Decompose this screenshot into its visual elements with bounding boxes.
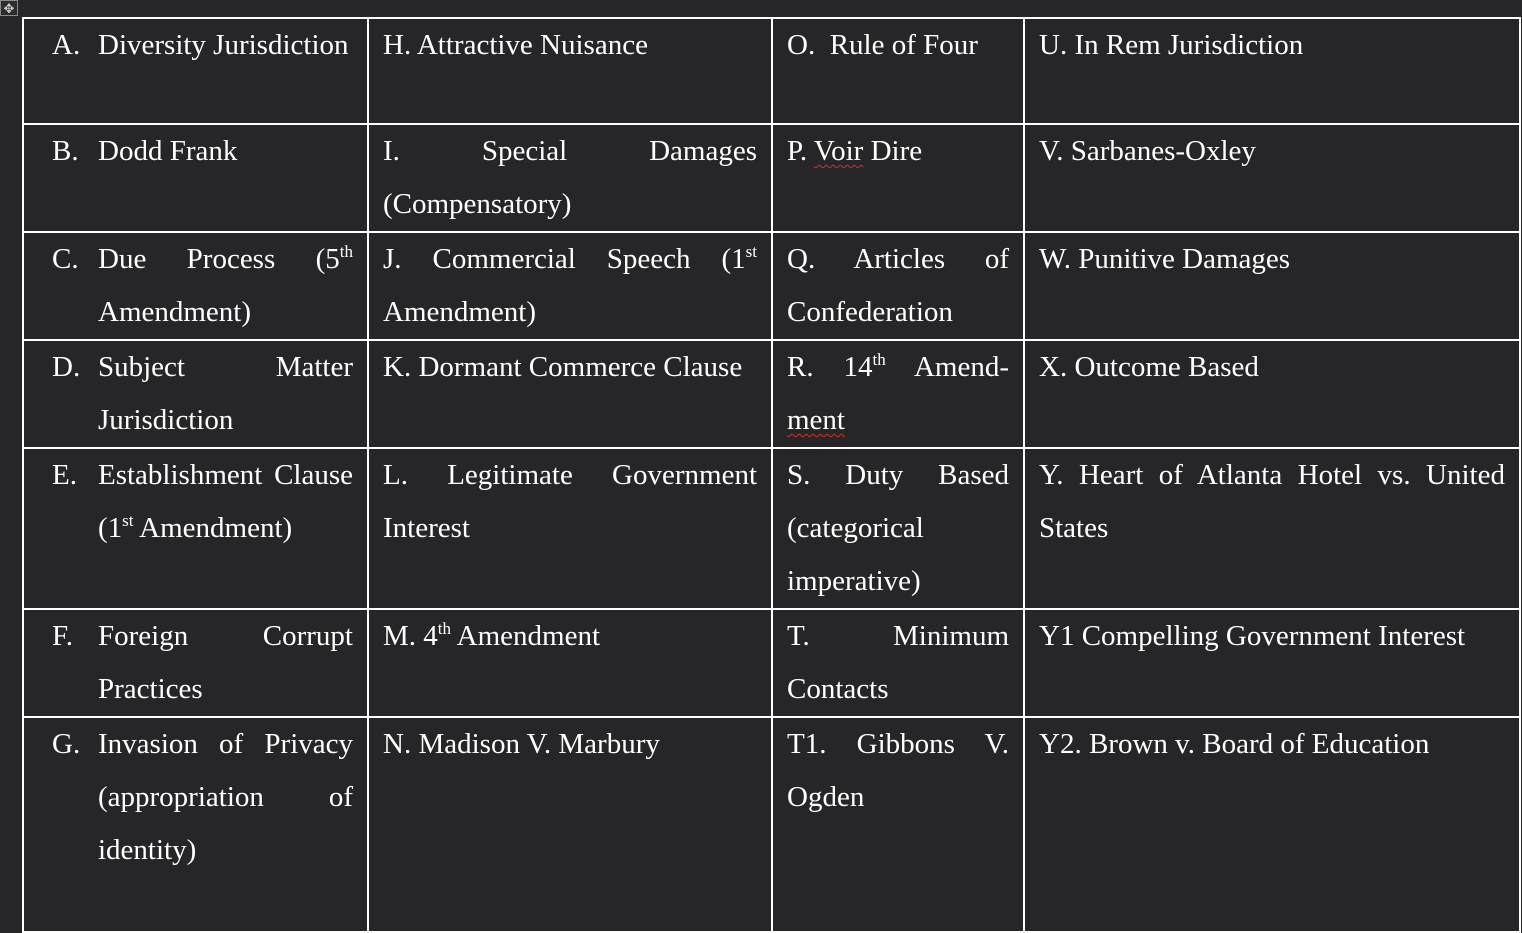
table-cell[interactable] <box>23 340 368 448</box>
table-cell[interactable] <box>772 232 1024 340</box>
item-text: Dire <box>870 135 923 167</box>
table-cell[interactable] <box>1024 124 1520 232</box>
table-cell[interactable] <box>772 124 1024 232</box>
table-move-handle-icon[interactable]: ✥ <box>0 0 18 16</box>
table-cell[interactable] <box>1024 717 1520 932</box>
table-cell[interactable] <box>368 717 772 932</box>
item-letter: Y2. <box>1039 728 1082 760</box>
table-cell[interactable] <box>23 717 368 932</box>
item-text: Madison V. Marbury <box>418 728 660 760</box>
table-cell[interactable] <box>1024 448 1520 609</box>
table-row <box>23 232 1520 340</box>
table-cell[interactable] <box>23 124 368 232</box>
table-cell[interactable] <box>23 18 368 124</box>
item-text: Amend- <box>885 351 1009 383</box>
superscript: th <box>339 242 353 261</box>
item-text: Minimum Contacts <box>787 620 1009 705</box>
table-cell[interactable] <box>23 609 368 717</box>
table-cell[interactable] <box>23 232 368 340</box>
item-text: Sarbanes-Oxley <box>1070 135 1256 167</box>
item-letter: P. <box>787 135 808 167</box>
item-text: Special Damages (Compensatory) <box>383 135 757 220</box>
item-letter: Y. <box>1039 459 1064 491</box>
item-text: Amendment) <box>133 512 293 544</box>
table-row <box>23 18 1520 124</box>
item-text: Dormant Commerce Clause <box>418 351 743 383</box>
item-text: Rule of Four <box>829 29 978 61</box>
table-cell[interactable] <box>1024 609 1520 717</box>
table-row <box>23 609 1520 717</box>
item-letter: V. <box>1039 135 1064 167</box>
item-letter: B. <box>52 135 79 167</box>
table-cell[interactable] <box>368 609 772 717</box>
table-row <box>23 448 1520 609</box>
item-letter: D. <box>52 351 81 383</box>
table-row <box>23 340 1520 448</box>
table-row <box>23 717 1520 932</box>
table-cell[interactable] <box>368 124 772 232</box>
item-text: Amendment) <box>383 296 537 328</box>
table-cell[interactable] <box>772 609 1024 717</box>
item-letter: C. <box>52 243 79 275</box>
item-letter: J. <box>383 243 402 275</box>
item-text: Amendment) <box>98 296 252 328</box>
table-cell[interactable] <box>1024 340 1520 448</box>
item-letter: L. <box>383 459 408 491</box>
item-text: Subject Matter Jurisdiction <box>98 351 353 436</box>
table-cell[interactable] <box>368 232 772 340</box>
item-text: Heart of Atlanta Hotel vs. United States <box>1039 459 1505 544</box>
table-cell[interactable] <box>772 18 1024 124</box>
table-cell[interactable] <box>1024 232 1520 340</box>
item-letter: Q. <box>787 243 816 275</box>
item-text: Diversity Jurisdiction <box>98 29 349 61</box>
item-letter: U. <box>1039 29 1068 61</box>
item-letter: A. <box>52 29 81 61</box>
table-row <box>23 124 1520 232</box>
item-letter: H. <box>383 29 412 61</box>
item-text: In Rem Jurisdiction <box>1074 29 1304 61</box>
item-text: Gibbons V. Ogden <box>787 728 1009 813</box>
item-text: Due Process (5 <box>98 243 340 275</box>
item-letter: N. <box>383 728 412 760</box>
item-text: Foreign Corrupt Practices <box>98 620 353 705</box>
table-cell[interactable] <box>368 18 772 124</box>
item-text: 14 <box>843 351 873 383</box>
item-letter: S. <box>787 459 811 491</box>
item-text: Amendment <box>451 620 601 652</box>
item-text: Articles of Confederation <box>787 243 1009 328</box>
item-letter: G. <box>52 728 81 760</box>
item-letter: E. <box>52 459 77 491</box>
item-text: 4 <box>423 620 438 652</box>
item-letter: X. <box>1039 351 1068 383</box>
item-text: Dodd Frank <box>98 135 238 167</box>
item-text: Invasion of Privacy (appropriation of identity) <box>98 728 353 866</box>
table-cell[interactable] <box>368 340 772 448</box>
table-cell[interactable] <box>772 717 1024 932</box>
item-text: Legitimate Government Interest <box>383 459 758 544</box>
table-cell[interactable] <box>23 448 368 609</box>
item-letter: M. <box>383 620 417 652</box>
item-letter: I. <box>383 135 400 167</box>
item-text: Duty Based (categorical imperative) <box>787 459 1010 597</box>
table-cell[interactable] <box>368 448 772 609</box>
item-text: Outcome Based <box>1074 351 1259 383</box>
superscript: th <box>872 350 886 369</box>
item-letter: T. <box>787 620 810 652</box>
item-text: Punitive Damages <box>1078 243 1291 275</box>
item-text: Commercial Speech (1 <box>432 243 746 275</box>
table-cell[interactable] <box>1024 18 1520 124</box>
superscript: th <box>437 619 452 638</box>
superscript: st <box>122 511 134 530</box>
item-text: Attractive Nuisance <box>416 29 648 61</box>
superscript: st <box>745 242 757 261</box>
table-cell[interactable] <box>772 448 1024 609</box>
item-text: Compelling Government Interest <box>1081 620 1466 652</box>
item-text-misspelled: Voir <box>813 135 864 167</box>
item-text-misspelled: ment <box>787 404 845 436</box>
item-letter: W. <box>1039 243 1071 275</box>
item-letter: K. <box>383 351 412 383</box>
matching-terms-table <box>22 17 1521 933</box>
item-letter: F. <box>52 620 74 652</box>
table-cell[interactable] <box>772 340 1024 448</box>
item-letter: O. <box>787 29 816 61</box>
item-letter: T1. <box>787 728 827 760</box>
item-text: Establishment Clause (1 <box>98 459 353 544</box>
item-letter: Y1 <box>1039 620 1075 652</box>
item-letter: R. <box>787 351 814 383</box>
item-text: Brown v. Board of Education <box>1088 728 1430 760</box>
